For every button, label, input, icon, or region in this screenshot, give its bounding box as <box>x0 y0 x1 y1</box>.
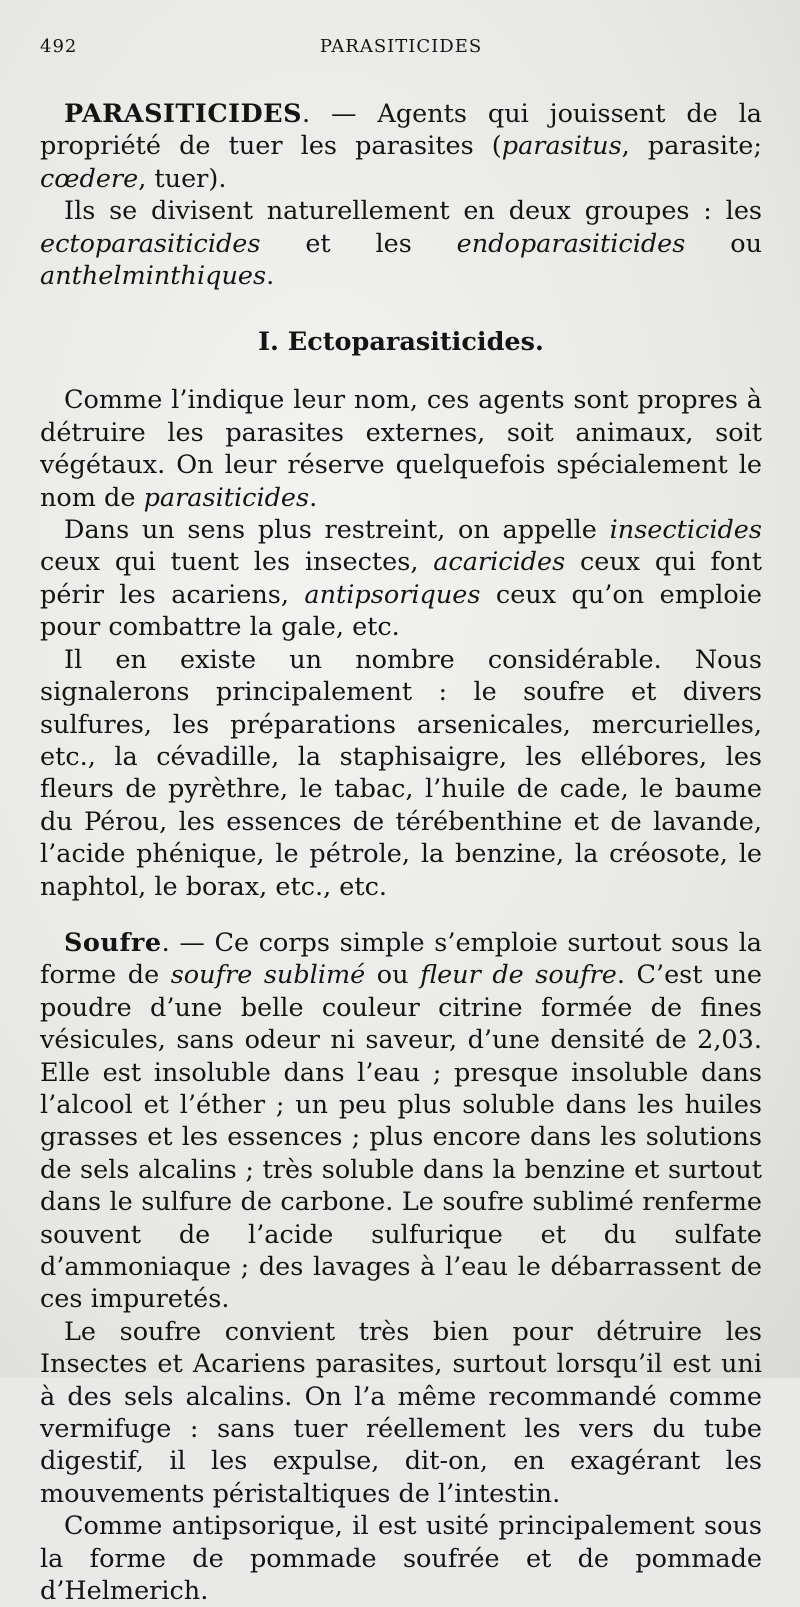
paragraph-il: Il en existe un nombre considérable. Nous signalerons principalement : le soufre et divers sulfures, les préparations arsenicales, mercurielles, etc., la cévadille, la staphisaigre, les ellébores, les fleurs de pyrèthre, le tabac, l’huile de cade, le baume du Pérou, les essences de térébenthine et de lavande, l’acide phénique, le pétrole, la benzine, la créosote, le naphtol, le borax, etc., etc. <box>40 644 762 902</box>
paragraph-comme: Comme l’indique leur nom, ces agents sont propres à détruire les parasites externes, soit animaux, soit végétaux. On leur réserve quelquefois spécialement le nom de parasiticides. <box>40 385 762 513</box>
section-title: I. Ectoparasiticides. <box>258 327 544 358</box>
paragraph-soufre: Soufre. — Ce corps simple s’emploie surtout sous la forme de soufre sublimé ou fleur de soufre. C’est une poudre d’une belle couleur citrine formée de fines vésicules, sans odeur ni saveur, d’une densité de 2,03. Elle est insoluble dans l’eau ; presque insoluble dans l’alcool et l’éther ; un peu plus soluble dans les huiles grasses et les essences ; plus encore dans les solutions de sels alcalins ; très soluble dans la benzine et surtout dans le sulfure de carbone. Le soufre sublimé renferme souvent de l’acide sulfurique et du sulfate d’ammoniaque ; des lavages à l’eau le débarrassent de ces impuretés. <box>40 927 762 1315</box>
paragraph-le-soufre: Le soufre convient très bien pour détruire les Insectes et Acariens parasites, surtout lorsqu’il est uni à des sels alcalins. On l’a même recommandé comme vermifuge : sans tuer réellement les vers du tube digestif, il les expulse, dit-on, en exagérant les mouvements péristaltiques de l’intestin. <box>40 1316 762 1509</box>
paragraph-antipsorique: Comme antipsorique, il est usité principalement sous la forme de pommade soufrée et de pommade d’Helmerich. <box>40 1511 762 1607</box>
running-head <box>40 30 762 64</box>
definition-paragraph: PARASITICIDES. — Agents qui jouissent de la propriété de tuer les parasites (parasitus, parasite; cœdere, tuer). <box>40 99 762 194</box>
headword-parasiticides: PARASITICIDES <box>64 99 303 129</box>
division-paragraph: Ils se divisent naturellement en deux groupes : les ectoparasiticides et les endoparasiticides ou anthelminthiques. <box>40 196 762 292</box>
running-title: PARASITICIDES <box>319 36 483 57</box>
headword-soufre: Soufre <box>64 927 162 958</box>
paragraph-dans: Dans un sens plus restreint, on appelle insecticides ceux qui tuent les insectes, acaricides ceux qui font périr les acariens, antipsoriques ceux qu’on emploie pour combattre la gale, etc. <box>40 515 762 643</box>
page-number: 492 <box>40 36 78 57</box>
